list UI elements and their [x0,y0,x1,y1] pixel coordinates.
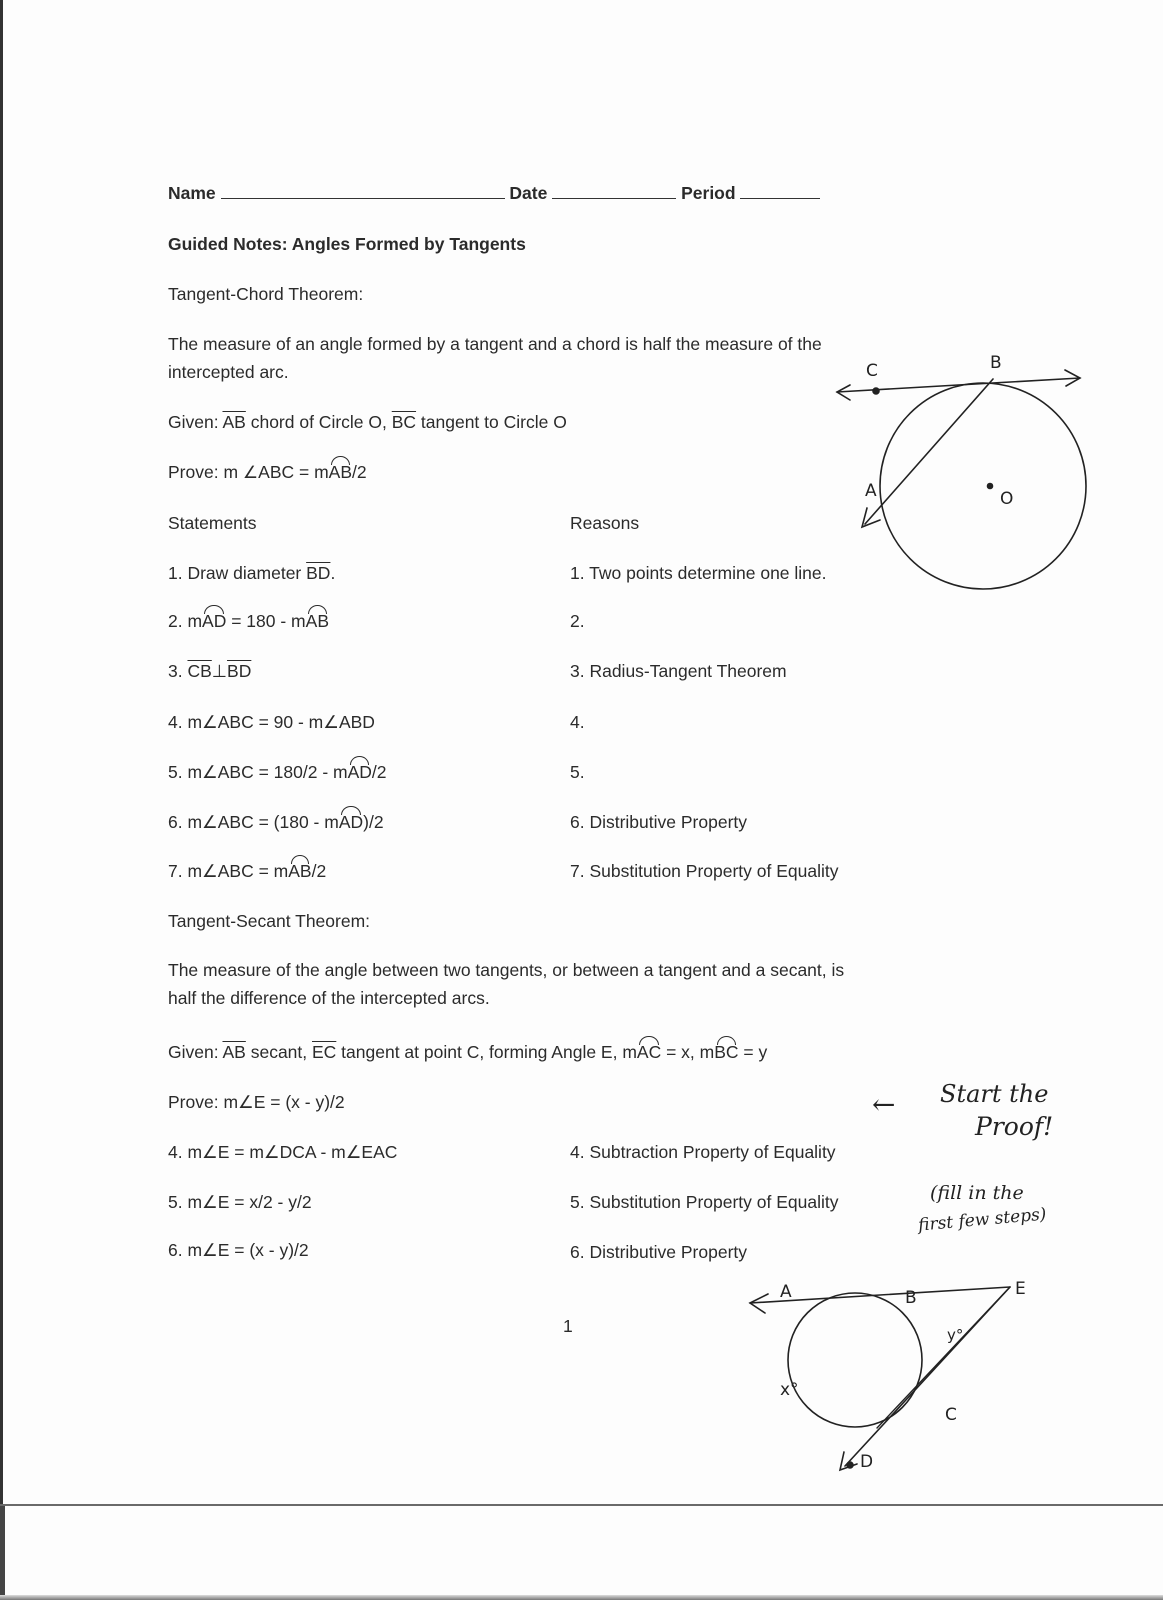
given-prefix: Given: [168,412,223,432]
scan-bottom-shadow [0,1595,1163,1600]
tangent-chord-statement-line2: intercepted arc. [168,362,289,382]
reason-3: 3. Radius-Tangent Theorem [570,661,787,681]
perpendicular-symbol: ⊥ [211,661,228,681]
period-label: Period [681,183,736,203]
statement-number: 7. [168,861,188,881]
ts-reason-5: 5. Substitution Property of Equality [570,1192,839,1212]
segment-cb: $\overline{CB}$ [187,661,212,681]
reason-5[interactable]: 5. [570,762,585,782]
statement-text: . [330,563,336,583]
note-line4: first few steps) [917,1204,1048,1236]
statements-header: Statements [168,513,257,533]
page-number: 1 [563,1316,573,1336]
tangent-secant-statement-line2: half the difference of the intercepted arcs. [168,988,490,1008]
ts-reason-4: 4. Subtraction Property of Equality [570,1142,836,1162]
reason-4[interactable]: 4. [570,712,585,732]
given-text: secant, [245,1042,312,1062]
reason-2: 2. [570,611,585,631]
statement-text: m∠ABC = m [187,861,289,881]
document-title: Guided Notes: Angles Formed by Tangents [168,234,526,254]
statement-text: /2 [311,861,327,881]
reason-7: 7. Substitution Property of Equality [570,861,839,881]
note-line1: Start the [940,1080,1049,1108]
date-label: Date [509,183,548,203]
tangent-secant-heading: Tangent-Secant Theorem: [168,911,371,931]
statement-text: Draw diameter [187,563,307,583]
ts-statement-5: 5. m∠E = x/2 - y/2 [168,1192,312,1212]
arc-ab: AB [328,462,353,482]
statement-number: 1. [168,563,188,583]
segment-ab: $\overline{AB}$ [222,1042,246,1062]
arc-ad: AD [347,762,372,782]
statement-text: m∠ABC = 90 - m∠ABD [187,712,375,732]
tangent-ray-ed [845,1287,1010,1466]
segment-bd: $\overline{BD}$ [306,563,331,583]
prove-prefix: Prove: m [168,462,243,482]
tangent-chord-heading: Tangent-Chord Theorem: [168,284,364,304]
prove-suffix: /2 [352,462,367,482]
tangent-secant-statement-line1: The measure of the angle between two tangents, or between a tangent and a secant, is [168,960,845,980]
tangent-chord-statement-line1: The measure of an angle formed by a tangent and a chord is half the measure of the [168,334,822,354]
arc-ab: AB [305,611,329,631]
statement-text: m [187,611,203,631]
segment-bd: $\overline{BD}$ [227,661,252,681]
label-b: B [990,353,1002,373]
reasons-header: Reasons [570,513,640,533]
given-mid: chord of Circle O, [245,412,392,432]
statement-number: 4. [168,712,188,732]
statement-text: /2 [371,762,387,782]
statement-text: m∠ABC = (180 - m [187,812,339,832]
scan-page-edge [0,1504,1163,1506]
given-text: = y [738,1042,768,1062]
ts-statement-4: 4. m∠E = m∠DCA - m∠EAC [168,1142,398,1162]
note-line2: Proof! [975,1112,1054,1141]
statement-number: 2. [168,611,188,631]
arc-ad: AD [202,611,227,631]
segment-ab: $\overline{AB}$ [222,412,246,432]
arc-bc: BC [714,1042,739,1062]
angle-symbol: ∠ [242,463,259,482]
statement-text: = 180 - m [226,611,306,631]
label-c: C [945,1405,957,1425]
ts-statement-6: 6. m∠E = (x - y)/2 [168,1240,309,1260]
label-a: A [780,1282,792,1302]
statement-text: )/2 [363,812,384,832]
given-text: = x, m [661,1042,715,1062]
given-text: tangent at point C, forming Angle E, m [336,1042,637,1062]
prove-mid: ABC = m [258,462,329,482]
label-c: C [866,361,878,381]
label-a: A [865,481,877,501]
label-y-arc: y° [947,1326,964,1344]
statement-number: 5. [168,762,188,782]
statement-text: m∠ABC = 180/2 - m [187,762,348,782]
ray-ec: $\overline{EC}$ [312,1042,337,1062]
name-label: Name [168,183,216,203]
label-o: O [1000,489,1014,509]
ts-reason-6: 6. Distributive Property [570,1242,748,1262]
statement-number: 6. [168,812,188,832]
tangent-secant-prove: Prove: m∠E = (x - y)/2 [168,1092,345,1112]
given-suffix: tangent to Circle O [416,412,567,432]
label-x-arc: x° [780,1380,799,1400]
label-d: D [860,1452,874,1472]
arc-ad: AD [338,812,364,832]
point-d [847,1462,853,1468]
given-prefix: Given: [168,1042,223,1062]
reason-6: 6. Distributive Property [570,812,748,832]
arc-ac: AC [636,1042,662,1062]
segment-bc: $\overline{BC}$ [391,412,417,432]
secant-circle [788,1293,922,1427]
reason-1: 1. Two points determine one line. [570,563,827,583]
left-arrow-icon: ← [872,1088,896,1121]
scan-bottom-strip-edge [0,1506,5,1600]
note-line3: (fill in the [930,1182,1024,1204]
label-e: E [1015,1279,1026,1299]
arc-ab: AB [288,861,312,881]
statement-number: 3. [168,661,188,681]
label-b: B [905,1288,917,1308]
